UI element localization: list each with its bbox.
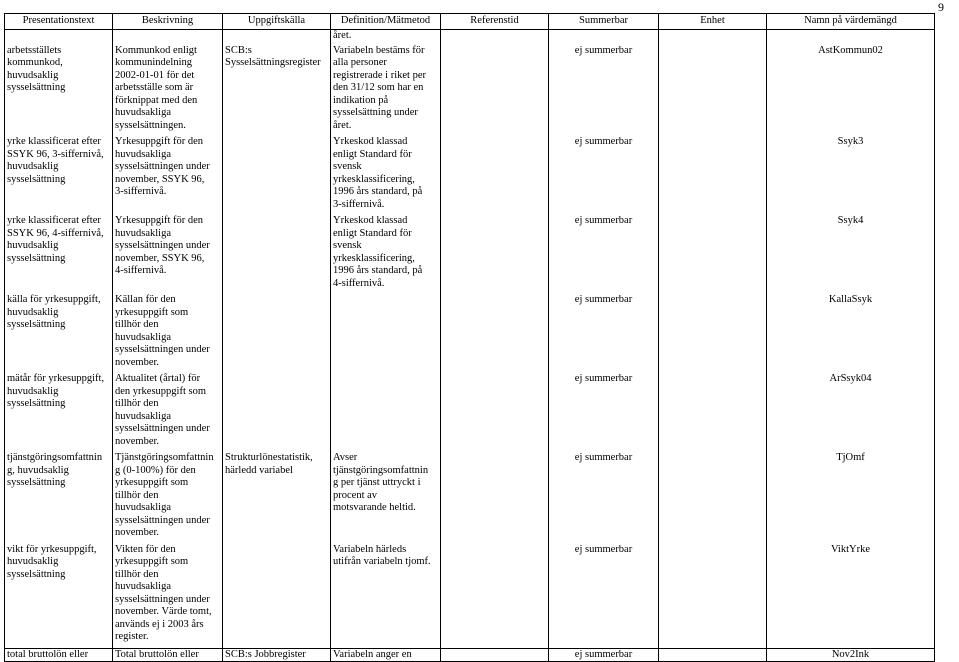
cell-line: sysselsättning	[7, 319, 66, 330]
cell-line: ej summerbar	[574, 294, 633, 305]
cell-line: huvudsakliga	[115, 502, 171, 513]
cell-line: huvudsaklig	[7, 240, 59, 251]
cell-line: huvudsaklig	[7, 385, 59, 397]
table-row	[5, 452, 935, 544]
cell-line: Aktualitet (årtal) för	[115, 373, 201, 384]
cell-summerbar	[549, 294, 659, 373]
cell-definition	[331, 294, 441, 373]
cell-line: huvudsakliga	[115, 148, 171, 160]
cell-beskrivning	[113, 215, 223, 294]
cell-enhet	[659, 45, 767, 137]
cell-presentationstext	[5, 373, 113, 452]
cell-line: yrke klassificerat efter	[7, 136, 101, 147]
cell-line: SCB:s	[225, 44, 252, 56]
cell-line: registrerade i riket per	[333, 69, 426, 81]
cell-enhet	[659, 136, 767, 215]
cell-line: alla personer	[333, 57, 387, 68]
cell-line: Avser	[333, 452, 358, 463]
variable-table	[4, 13, 935, 662]
cell-line: 1996 års standard, på	[333, 265, 423, 276]
cell: total bruttolön eller	[5, 648, 113, 662]
cell-line: indikation på	[333, 94, 389, 106]
cell-line: Yrkeskod klassad	[333, 215, 408, 226]
cell-line: AstKommun02	[818, 44, 883, 56]
cell-presentationstext	[5, 215, 113, 294]
cell-line: ej summerbar	[574, 543, 633, 555]
cell-line: sysselsättning	[7, 252, 66, 264]
cell: Variabeln anger en	[331, 648, 441, 662]
cell-line: g per tjänst uttryckt i	[333, 477, 421, 488]
cell-namn	[767, 45, 935, 137]
cell-line: tillhör den	[115, 489, 159, 501]
cell-line: SSYK 96, 4-siffernivå,	[7, 227, 104, 239]
cell: Nov2Ink	[767, 648, 935, 662]
cell-enhet	[659, 452, 767, 544]
cell-line: november, SSYK 96,	[115, 252, 205, 264]
cell-referenstid	[441, 45, 549, 137]
continuation-row	[5, 30, 935, 45]
cell-line: tjänstgöringsomfattnin	[7, 452, 103, 463]
cell-line: procent av	[333, 489, 378, 501]
cell-uppgiftskalla	[223, 373, 331, 452]
cell-line: tillhör den	[115, 568, 159, 580]
cell-line: Strukturlönestatistik,	[225, 452, 313, 463]
cell-line: november.	[115, 527, 160, 538]
cell-uppgiftskalla	[223, 452, 331, 544]
cell-beskrivning	[113, 452, 223, 544]
table-row	[5, 373, 935, 452]
cell-namn	[767, 452, 935, 544]
cell	[549, 30, 659, 45]
cell-line: mätår för yrkesuppgift,	[7, 373, 105, 384]
cell	[767, 30, 935, 45]
cell-line: huvudsakliga	[115, 410, 171, 422]
cell-line: KallaSsyk	[828, 294, 873, 305]
cell-beskrivning	[113, 45, 223, 137]
cell-line: g (0-100%) för den	[115, 464, 196, 476]
cell-line: huvudsakliga	[115, 227, 171, 239]
cell-beskrivning	[113, 294, 223, 373]
cell-enhet	[659, 294, 767, 373]
cell-line: Variabeln härleds	[333, 543, 407, 555]
cell-line: den yrkesuppgift som	[115, 385, 206, 397]
table-row	[5, 136, 935, 215]
cell-line: november, SSYK 96,	[115, 173, 205, 185]
table-row	[5, 544, 935, 649]
cell-line: enligt Standard för	[333, 227, 412, 239]
cell-summerbar	[549, 136, 659, 215]
cell-line: sysselsättningen under	[115, 161, 210, 172]
cell-definition	[331, 136, 441, 215]
header-namn: Namn på värdemängd	[767, 14, 935, 30]
cell-line: sysselsättningen.	[115, 119, 186, 131]
cell-line: huvudsaklig	[7, 161, 59, 172]
cell-line: november.	[115, 356, 160, 368]
cell: ej summerbar	[549, 648, 659, 662]
cell-line: förknippat med den	[115, 94, 198, 106]
cell-line: huvudsakliga	[115, 107, 171, 118]
cell-line: ArSsyk04	[829, 373, 872, 384]
cell-line: sysselsättningen under	[115, 240, 210, 251]
cell-line: vikt för yrkesuppgift,	[7, 543, 97, 555]
cell-line: TjOmf	[836, 452, 865, 463]
cell-line: yrke klassificerat efter	[7, 215, 101, 226]
cell-line: Ssyk3	[837, 136, 864, 147]
cell-line: arbetsställets	[7, 44, 62, 56]
cell-line: yrkesklassificering,	[333, 252, 415, 264]
cell-line: register.	[115, 631, 149, 642]
cell-referenstid	[441, 215, 549, 294]
cell-presentationstext	[5, 294, 113, 373]
cell-line: utifrån variabeln tjomf.	[333, 556, 431, 567]
cell-line: november.	[115, 435, 160, 447]
cell	[5, 30, 113, 45]
cell-uppgiftskalla	[223, 294, 331, 373]
cell	[441, 30, 549, 45]
cell-referenstid	[441, 452, 549, 544]
cell-line: Vikten för den	[115, 543, 176, 555]
cell-line: yrkesuppgift som	[115, 306, 189, 318]
cell-line: sysselsättningen under	[115, 593, 210, 605]
cell-beskrivning	[113, 544, 223, 649]
cell: SCB:s Jobbregister	[223, 648, 331, 662]
header-referenstid: Referenstid	[441, 14, 549, 30]
cell-line: sysselsättning	[7, 477, 66, 488]
cell-presentationstext	[5, 136, 113, 215]
cell-uppgiftskalla	[223, 45, 331, 137]
table-row-last	[5, 648, 935, 662]
cell-summerbar	[549, 45, 659, 137]
cell	[659, 30, 767, 45]
cell-namn	[767, 294, 935, 373]
header-uppgiftskalla: Uppgiftskälla	[223, 14, 331, 30]
cell-line: november. Värde tomt,	[115, 606, 212, 617]
cell-definition	[331, 452, 441, 544]
cell-line: 2002-01-01 för det	[115, 69, 195, 81]
cell-line: 3-siffernivå.	[333, 198, 385, 210]
cell-line: den 31/12 som har en	[333, 82, 424, 93]
header-summerbar: Summerbar	[549, 14, 659, 30]
cell-line: kommunindelning	[115, 57, 192, 68]
cell-line: huvudsaklig	[7, 69, 59, 81]
cell-enhet	[659, 215, 767, 294]
cell-definition	[331, 544, 441, 649]
header-row	[5, 14, 935, 30]
cell-line: enligt Standard för	[333, 148, 412, 160]
cell-line: 3-siffernivå.	[115, 186, 167, 197]
cell-presentationstext	[5, 452, 113, 544]
cell-line: Ssyk4	[837, 215, 864, 226]
cell-namn	[767, 373, 935, 452]
cell-line: sysselsättning	[7, 568, 66, 580]
cell-line: tillhör den	[115, 398, 159, 409]
cell	[223, 30, 331, 45]
cell-definition	[331, 215, 441, 294]
cell-line: ej summerbar	[574, 373, 633, 384]
cell-line: sysselsättningen under	[115, 423, 210, 434]
cell: året.	[331, 30, 441, 45]
table-body	[5, 30, 935, 662]
cell-line: huvudsaklig	[7, 306, 59, 318]
cell-line: huvudsakliga	[115, 581, 171, 592]
cell-line: sysselsättning	[7, 398, 66, 409]
cell-line: g, huvudsaklig	[7, 464, 69, 476]
cell-definition	[331, 45, 441, 137]
cell	[659, 648, 767, 662]
cell-line: arbetsställe som är	[115, 82, 194, 93]
cell-line: yrkesuppgift som	[115, 477, 189, 488]
cell-line: 1996 års standard, på	[333, 186, 423, 197]
cell-line: källa för yrkesuppgift,	[7, 294, 101, 305]
cell: Total bruttolön eller	[113, 648, 223, 662]
cell-line: svensk	[333, 161, 362, 172]
cell	[441, 648, 549, 662]
cell-namn	[767, 215, 935, 294]
cell-line: härledd variabel	[225, 464, 293, 476]
cell-uppgiftskalla	[223, 215, 331, 294]
cell-referenstid	[441, 136, 549, 215]
cell-referenstid	[441, 294, 549, 373]
cell-namn	[767, 136, 935, 215]
cell-summerbar	[549, 215, 659, 294]
cell-summerbar	[549, 452, 659, 544]
cell-summerbar	[549, 544, 659, 649]
cell-line: Källan för den	[115, 294, 176, 305]
cell-line: SSYK 96, 3-siffernivå,	[7, 148, 104, 160]
cell-beskrivning	[113, 136, 223, 215]
cell-line: huvudsakliga	[115, 331, 171, 343]
cell-line: motsvarande heltid.	[333, 502, 416, 513]
table-row	[5, 45, 935, 137]
cell-line: ej summerbar	[574, 136, 633, 147]
cell-line: används ej i 2003 års	[115, 618, 204, 630]
cell-enhet	[659, 544, 767, 649]
cell-presentationstext	[5, 544, 113, 649]
cell-referenstid	[441, 544, 549, 649]
cell-line: ej summerbar	[574, 215, 633, 226]
cell-enhet	[659, 373, 767, 452]
cell-line: Yrkesuppgift för den	[115, 215, 204, 226]
table-row	[5, 215, 935, 294]
cell-beskrivning	[113, 373, 223, 452]
cell-uppgiftskalla	[223, 136, 331, 215]
cell-line: sysselsättning	[7, 173, 66, 185]
cell-presentationstext	[5, 45, 113, 137]
cell-line: kommunkod,	[7, 57, 63, 68]
cell-line: Kommunkod enligt	[115, 44, 197, 56]
cell-namn	[767, 544, 935, 649]
cell-line: Variabeln bestäms för	[333, 44, 425, 56]
cell-line: 4-siffernivå.	[333, 277, 385, 289]
cell-line: yrkesklassificering,	[333, 173, 415, 185]
cell-line: sysselsättning	[7, 82, 66, 93]
table-row	[5, 294, 935, 373]
cell-uppgiftskalla	[223, 544, 331, 649]
cell-line: ViktYrke	[830, 543, 871, 555]
cell-line: Tjänstgöringsomfattnin	[115, 452, 214, 463]
cell-line: tjänstgöringsomfattnin	[333, 464, 429, 476]
cell-line: ej summerbar	[574, 44, 633, 56]
header-enhet: Enhet	[659, 14, 767, 30]
cell-summerbar	[549, 373, 659, 452]
cell-line: 4-siffernivå.	[115, 265, 167, 276]
cell-referenstid	[441, 373, 549, 452]
page-number: 9	[938, 0, 944, 14]
cell-line: sysselsättningen under	[115, 344, 210, 355]
cell-line: svensk	[333, 240, 362, 251]
cell-line: Yrkeskod klassad	[333, 136, 408, 147]
cell-definition	[331, 373, 441, 452]
cell-line: sysselsättningen under	[115, 514, 210, 526]
cell-line: yrkesuppgift som	[115, 556, 189, 567]
cell-line: sysselsättning under	[333, 107, 418, 118]
header-presentationstext: Presentationstext	[5, 14, 113, 30]
cell-line: året.	[333, 119, 352, 131]
cell-line: tillhör den	[115, 319, 159, 330]
cell-line: Yrkesuppgift för den	[115, 136, 204, 147]
header-beskrivning: Beskrivning	[113, 14, 223, 30]
header-definition: Definition/Mätmetod	[331, 14, 441, 30]
cell-line: huvudsaklig	[7, 556, 59, 567]
cell-line: ej summerbar	[574, 452, 633, 463]
cell-line: Sysselsättningsregister	[225, 57, 321, 68]
cell	[113, 30, 223, 45]
